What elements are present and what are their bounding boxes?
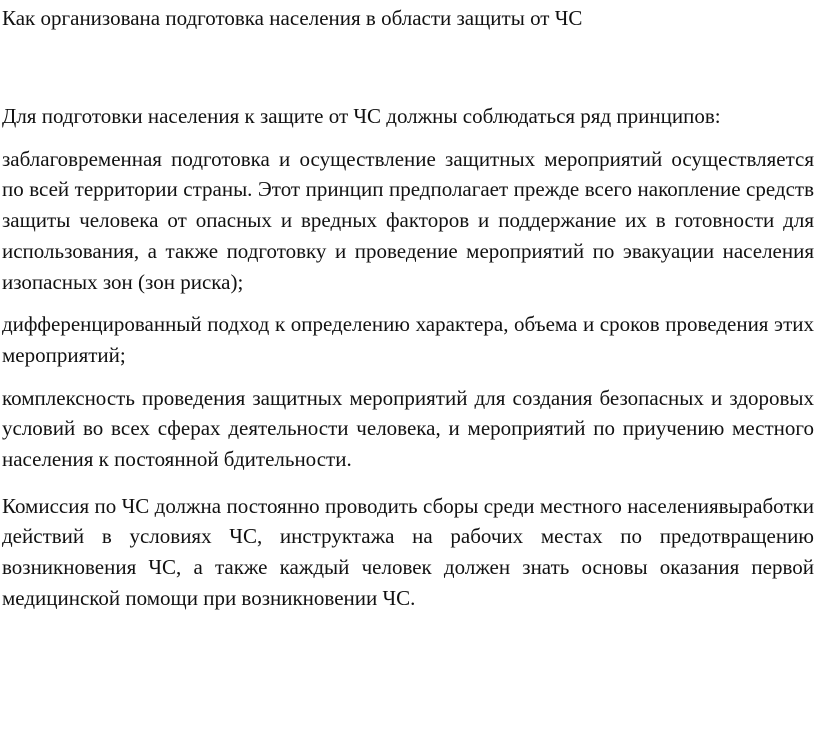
document-page xyxy=(2,0,814,614)
paragraph-commission: Комиссия по ЧС должна постоянно проводить сборы среди местного населениявыработки действий в условиях ЧС, инструктажа на рабочих местах по предотвращению возникновения ЧС, а также каждый человек должен знать основы оказания первой медицинской помощи при возникновении ЧС. xyxy=(2,493,814,610)
paragraph-principle-advance-preparation: заблаговременная подготовка и осуществление защитных мероприятий осуществляется по всей территории страны. Этот принцип предполагает прежде всего накопление средств защиты человека от опасных и вредных факторов и поддержание их в готовности для использования, а также подготовку и проведение мероприятий по эвакуации населения изопасных зон (зон риска); xyxy=(2,146,814,294)
paragraph-principle-complexity: комплексность проведения защитных мероприятий для создания безопасных и здоровых условий во всех сферах деятельности человека, и мероприятий по приучению местного населения к постоянной бдительности. xyxy=(2,385,814,472)
document-title: Как организована подготовка населения в области защиты от ЧС xyxy=(2,6,583,30)
paragraph-principle-differentiated-approach: дифференцированный подход к определению характера, объема и сроков проведения этих мероприятий; xyxy=(2,312,814,367)
paragraph-intro: Для подготовки населения к защите от ЧС должны соблюдаться ряд принципов: xyxy=(2,104,721,128)
